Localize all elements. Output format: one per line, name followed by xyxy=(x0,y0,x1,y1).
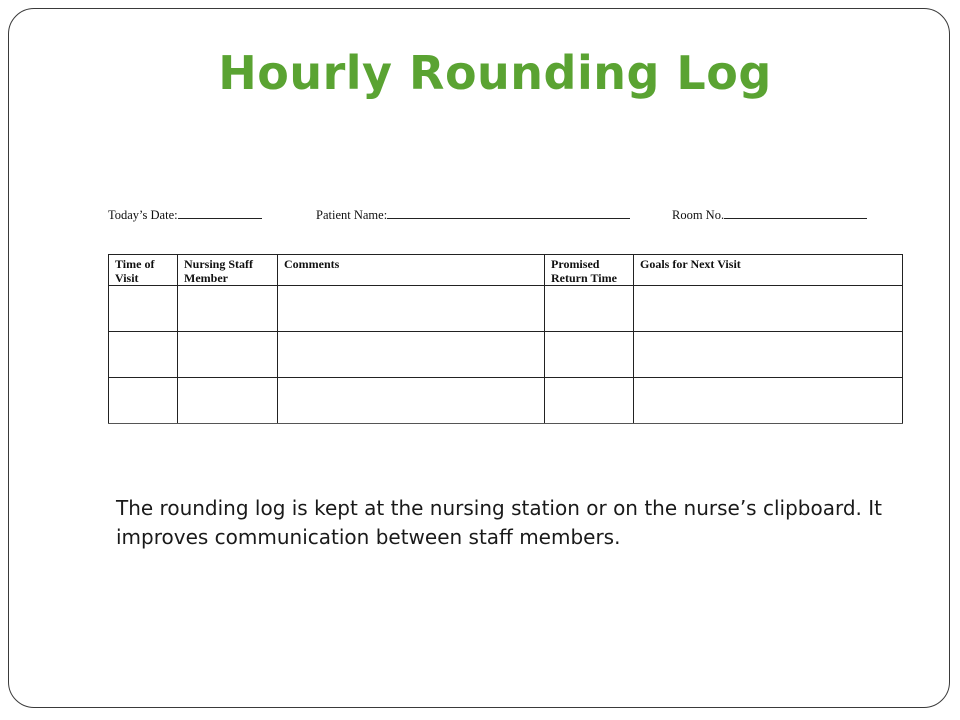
rounding-log-table xyxy=(108,254,903,424)
table-cell xyxy=(278,332,545,378)
slide-title: Hourly Rounding Log xyxy=(218,46,772,100)
table-cell xyxy=(178,378,278,424)
table-cell xyxy=(545,286,634,332)
table-cell xyxy=(178,286,278,332)
rounding-log-form-image xyxy=(108,200,902,285)
table-cell xyxy=(278,286,545,332)
table-cell xyxy=(634,378,903,424)
table-cell xyxy=(178,332,278,378)
todays-date-label: Today’s Date: xyxy=(108,208,178,222)
column-header-comments: Comments xyxy=(278,255,545,286)
form-header xyxy=(108,200,902,224)
room-number-blank xyxy=(724,206,867,219)
room-number-field xyxy=(672,206,867,223)
patient-name-blank xyxy=(387,206,630,219)
table-cell xyxy=(278,378,545,424)
table-cell xyxy=(545,378,634,424)
table-cell xyxy=(109,286,178,332)
column-header-nursing-staff-member: Nursing Staff Member xyxy=(178,255,278,286)
patient-name-label: Patient Name: xyxy=(316,208,388,222)
room-number-label: Room No. xyxy=(672,208,725,222)
table-cell xyxy=(634,286,903,332)
table-row xyxy=(109,286,903,332)
table-cell xyxy=(109,378,178,424)
column-header-time-of-visit: Time of Visit xyxy=(109,255,178,286)
todays-date-blank xyxy=(178,206,262,219)
table-row xyxy=(109,378,903,424)
patient-name-field xyxy=(316,206,630,223)
table-header-row xyxy=(109,255,903,286)
slide-body-text: The rounding log is kept at the nursing station or on the nurse’s clipboard. It improves communication between staff members. xyxy=(116,496,882,549)
table-row xyxy=(109,332,903,378)
column-header-goals-for-next-visit: Goals for Next Visit xyxy=(634,255,903,286)
todays-date-field xyxy=(108,206,262,223)
table-cell xyxy=(634,332,903,378)
table-cell xyxy=(545,332,634,378)
column-header-promised-return-time: Promised Return Time xyxy=(545,255,634,286)
table-cell xyxy=(109,332,178,378)
